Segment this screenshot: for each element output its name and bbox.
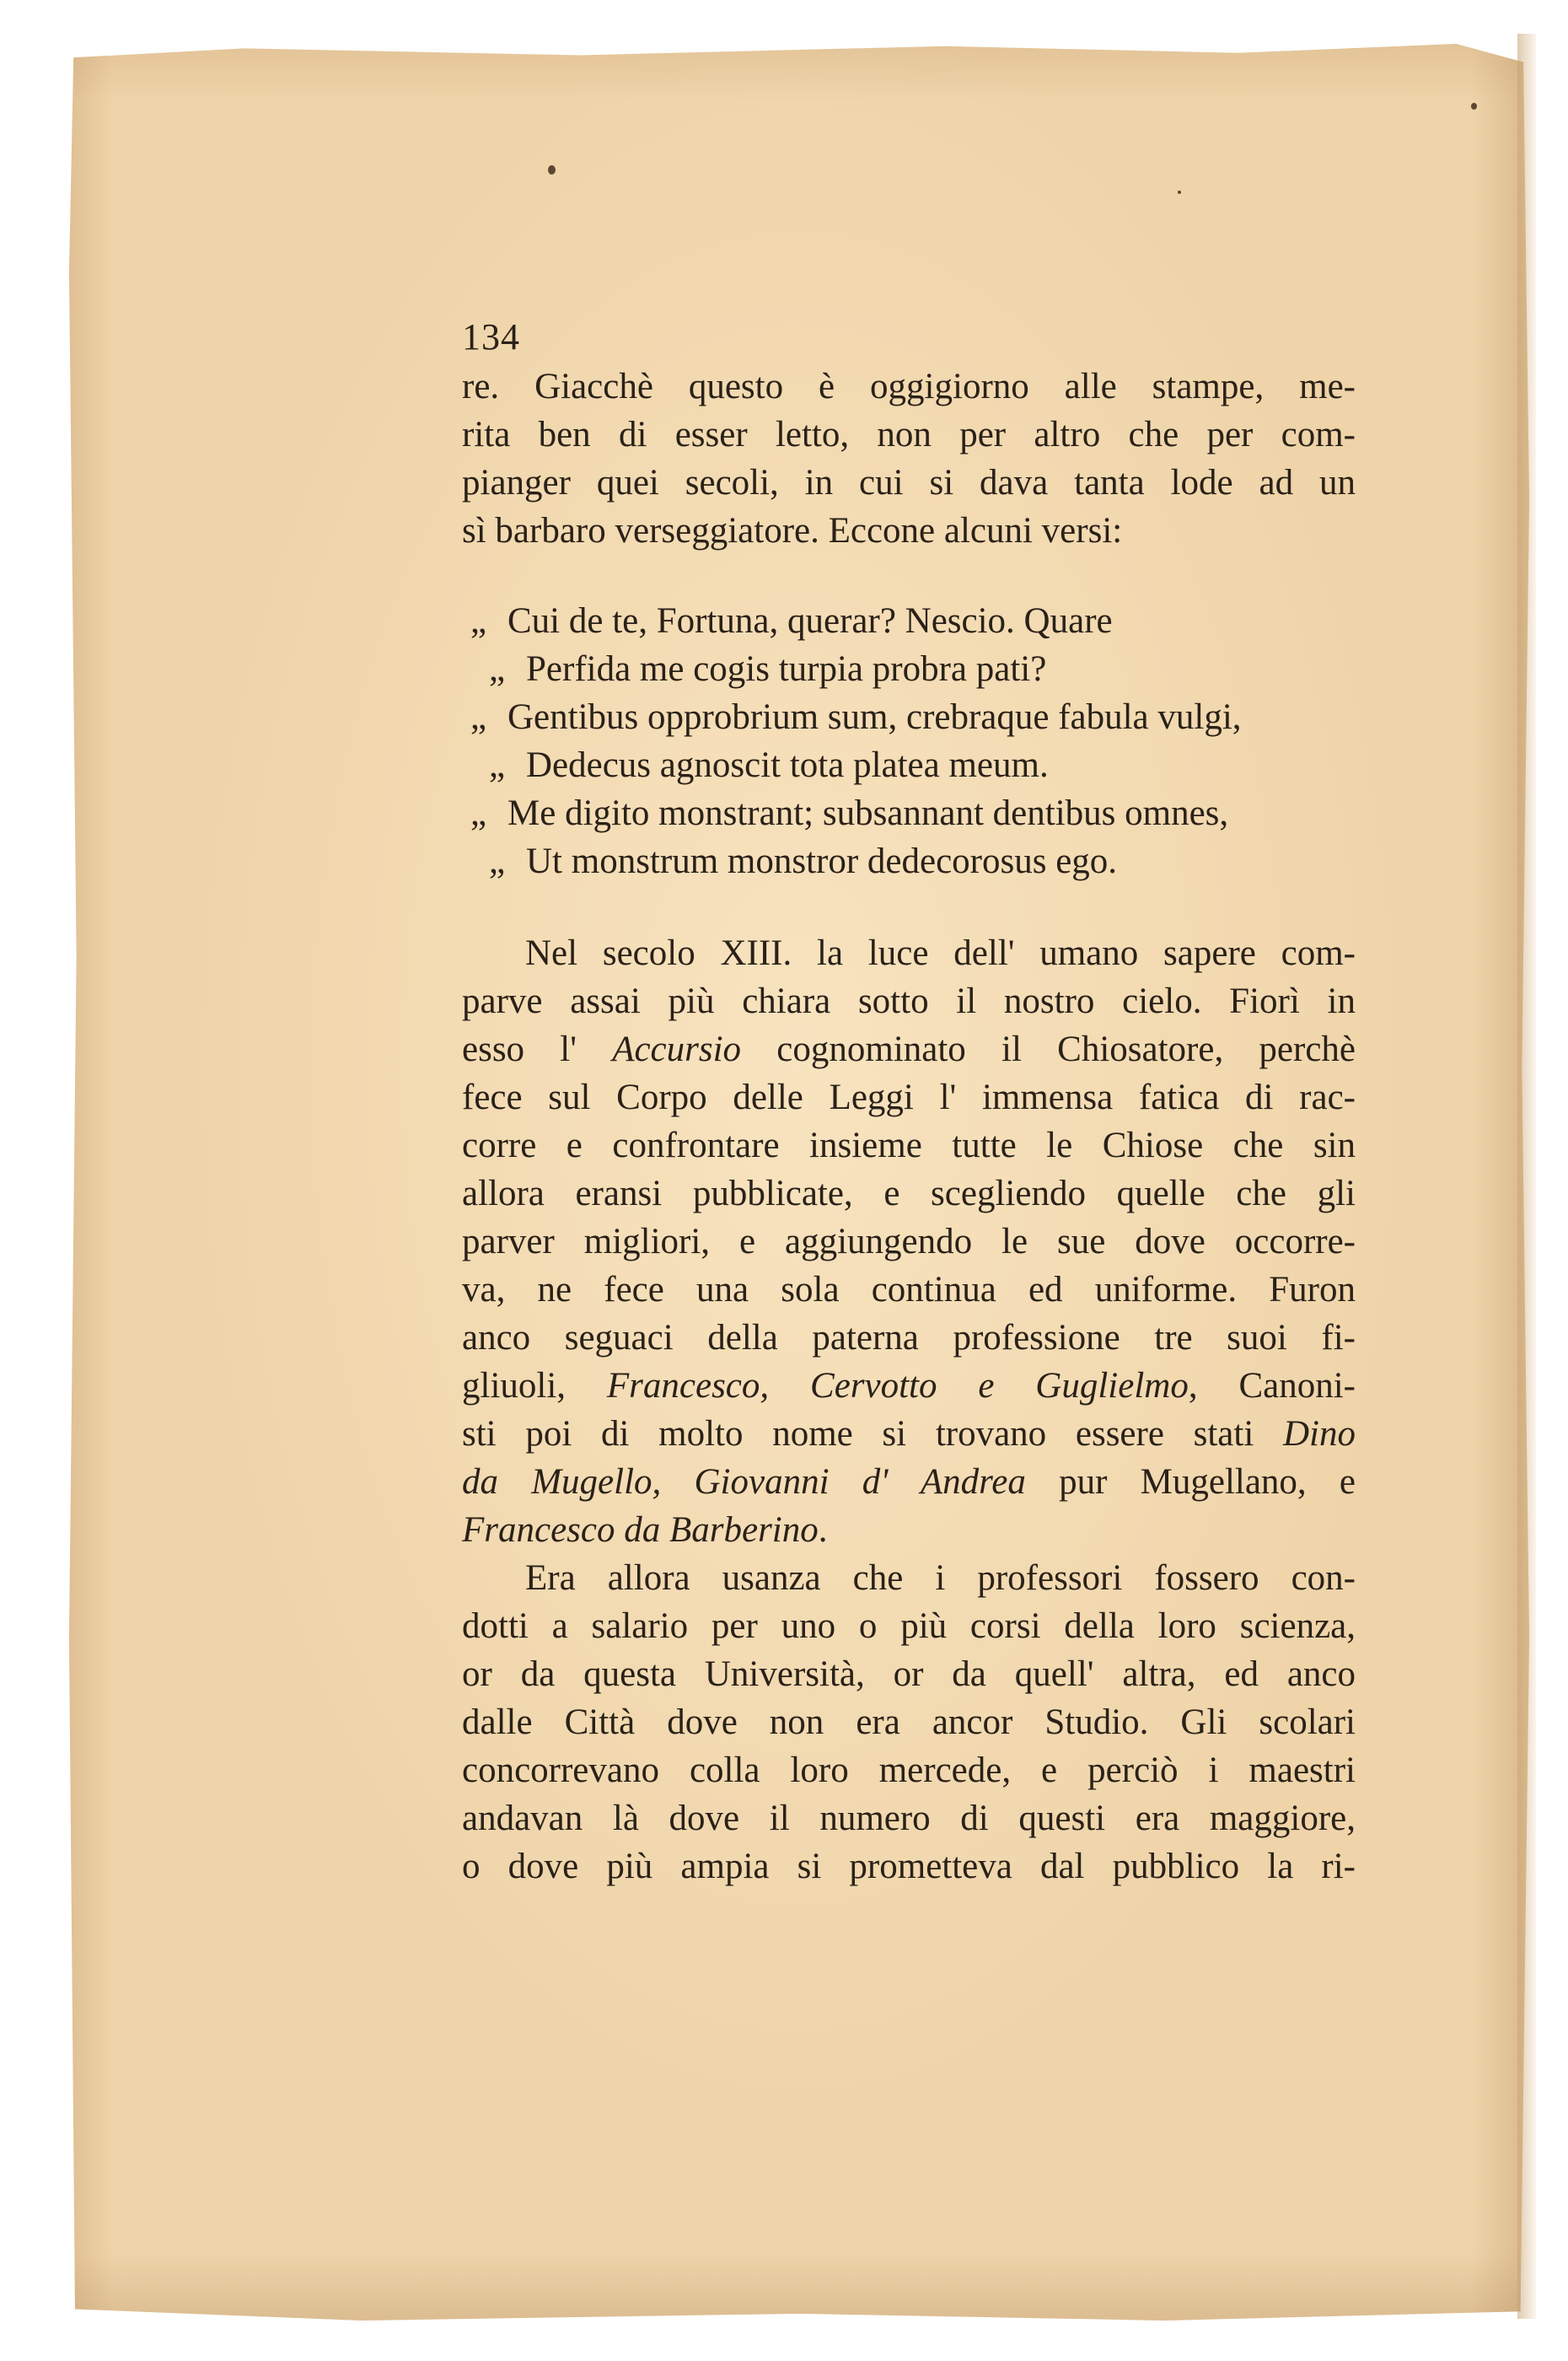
verse-line <box>462 645 1356 693</box>
text-line: o dove più ampia si prometteva dal pubblico la ri- <box>462 1847 1356 1886</box>
text-segment: parve assai più chiara sotto il nostro cielo. Fiorì in <box>462 982 1356 1021</box>
text-line <box>462 1362 1356 1410</box>
text-line <box>462 929 1356 977</box>
text-segment: . <box>818 1510 828 1550</box>
italic-name: Francesco, Cervotto e Guglielmo <box>606 1366 1189 1406</box>
text-segment: parver migliori, e aggiungendo le sue dove occorre- <box>462 1222 1356 1261</box>
text-line: Era allora usanza che i professori fossero con- <box>525 1558 1356 1598</box>
text-segment: Nel secolo XIII. la luce dell' umano sapere com- <box>525 933 1356 973</box>
text-line: rita ben di esser letto, non per altro che per com- <box>462 415 1356 454</box>
text-line <box>462 1121 1356 1170</box>
page-edge-shadow <box>1517 34 1536 2319</box>
text-line <box>462 1073 1356 1121</box>
text-line: dotti a salario per uno o più corsi della loro scienza, <box>462 1606 1356 1646</box>
verse-text: Me digito monstrant; subsannant dentibus omnes, <box>507 793 1229 833</box>
text-segment: va, ne fece una sola continua ed uniforme. Furon <box>462 1270 1356 1310</box>
verse-text: Perfida me cogis turpia probra pati? <box>526 649 1047 689</box>
verse-line <box>462 693 1356 741</box>
text-line: concorrevano colla loro mercede, e perciò i maestri <box>462 1751 1356 1790</box>
text-line <box>462 1170 1356 1218</box>
text-line <box>462 1410 1356 1458</box>
verse-line <box>462 837 1356 885</box>
verse-text: Ut monstrum monstror dedecorosus ego. <box>526 842 1118 881</box>
text-line <box>462 1266 1356 1314</box>
text-segment: anco seguaci della paterna professione tre suoi fi- <box>462 1318 1356 1358</box>
text-segment: fece sul Corpo delle Leggi l' immensa fatica di rac- <box>462 1078 1356 1117</box>
text-line <box>462 1458 1356 1506</box>
text-line: pianger quei secoli, in cui si dava tanta lode ad un <box>462 463 1356 503</box>
text-line <box>462 1025 1356 1073</box>
italic-name: Accursio <box>612 1030 742 1069</box>
verse-quote-mark: „ <box>470 793 487 833</box>
text-line: sì barbaro verseggiatore. Eccone alcuni versi: <box>462 511 1123 551</box>
verse-text: Cui de te, Fortuna, querar? Nescio. Quare <box>507 601 1113 641</box>
italic-name: Dino <box>1283 1414 1356 1454</box>
text-segment: cognominato il Chiosatore, perchè <box>741 1030 1356 1069</box>
ink-spot <box>1471 103 1477 110</box>
text-line <box>462 977 1356 1025</box>
ink-spot <box>1178 191 1181 194</box>
verse-text: Gentibus opprobrium sum, crebraque fabula vulgi, <box>507 697 1242 737</box>
verse-quote-mark: „ <box>489 842 506 881</box>
text-line <box>462 1506 1356 1554</box>
text-segment: sti poi di molto nome si trovano essere stati <box>462 1414 1283 1454</box>
latin-verses <box>462 597 1356 885</box>
verse-quote-mark: „ <box>470 697 487 737</box>
verse-line <box>462 789 1356 837</box>
italic-name: Francesco da Barberino <box>462 1510 819 1550</box>
text-segment: gliuoli, <box>462 1366 607 1406</box>
paragraph-professori <box>462 1554 1356 1890</box>
text-line: dalle Città dove non era ancor Studio. Gli scolari <box>462 1702 1356 1742</box>
text-line: or da questa Università, or da quell' altra, ed anco <box>462 1654 1356 1694</box>
text-line: andavan là dove il numero di questi era maggiore, <box>462 1799 1356 1838</box>
verse-text: Dedecus agnoscit tota platea meum. <box>526 745 1049 785</box>
page-text <box>462 312 1356 1890</box>
verse-line <box>462 741 1356 789</box>
verse-quote-mark: „ <box>470 601 487 641</box>
text-segment: pur Mugellano, e <box>1025 1462 1356 1502</box>
text-line <box>462 1218 1356 1266</box>
ink-spot <box>548 165 556 175</box>
page-number: 134 <box>462 316 520 358</box>
text-line <box>462 1314 1356 1362</box>
verse-line <box>462 597 1356 645</box>
text-segment: , Canoni- <box>1188 1366 1356 1406</box>
paragraph-accursio <box>462 929 1356 1554</box>
intro-paragraph <box>462 363 1356 555</box>
text-line: re. Giacchè questo è oggigiorno alle stampe, me- <box>462 367 1356 406</box>
italic-name: da Mugello, Giovanni d' Andrea <box>462 1462 1026 1502</box>
text-segment: allora eransi pubblicate, e scegliendo quelle che gli <box>462 1174 1356 1213</box>
verse-quote-mark: „ <box>489 745 506 785</box>
text-segment: esso l' <box>462 1030 613 1069</box>
verse-quote-mark: „ <box>489 649 506 689</box>
text-segment: corre e confrontare insieme tutte le Chiose che sin <box>462 1126 1356 1165</box>
